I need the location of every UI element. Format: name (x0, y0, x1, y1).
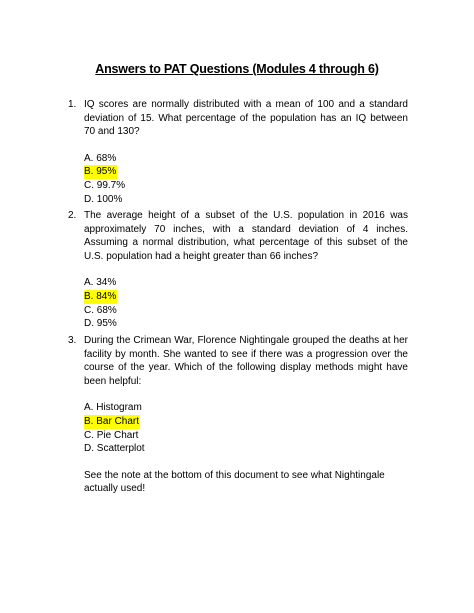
option-b-highlighted-answer: B. Bar Chart (84, 415, 140, 427)
document-title: Answers to PAT Questions (Modules 4 through 6) (95, 62, 379, 76)
question-text: IQ scores are normally distributed with a mean of 100 and a standard deviation of 15. What percentage of the population has an IQ between 70 and 130? (84, 99, 408, 138)
answer-options (84, 276, 408, 330)
question-3 (68, 334, 408, 496)
option-b-highlighted-answer: B. 84% (84, 290, 117, 302)
option-d: D. Scatterplot (84, 443, 145, 455)
question-2 (68, 209, 408, 331)
question-text: During the Crimean War, Florence Nightingale grouped the deaths at her facility by month. She wanted to see if there was a progression over the course of the year. Which of the following display methods might have been helpful: (84, 335, 408, 387)
question-1 (68, 98, 408, 206)
option-c: C. 99.7% (84, 179, 126, 191)
question-note: See the note at the bottom of this document to see what Nightingale actually used! (84, 469, 385, 495)
question-number: 3. (68, 335, 77, 346)
answer-options (84, 152, 408, 206)
option-c: C. Pie Chart (84, 429, 139, 441)
option-d: D. 100% (84, 193, 123, 205)
option-a: A. 34% (84, 277, 117, 289)
option-a: A. 68% (84, 152, 117, 164)
option-d: D. 95% (84, 318, 117, 330)
question-number: 1. (68, 99, 77, 110)
question-number: 2. (68, 210, 77, 221)
option-b-highlighted-answer: B. 95% (84, 166, 117, 178)
question-text: The average height of a subset of the U.S. population in 2016 was approximately 70 inches, with a standard deviation of 4 inches. Assuming a normal distribution, what percentage of this subset of the U.S. population had a height greater than 66 inches? (84, 210, 408, 262)
option-a: A. Histogram (84, 402, 142, 414)
option-c: C. 68% (84, 304, 117, 316)
answer-options (84, 401, 408, 455)
